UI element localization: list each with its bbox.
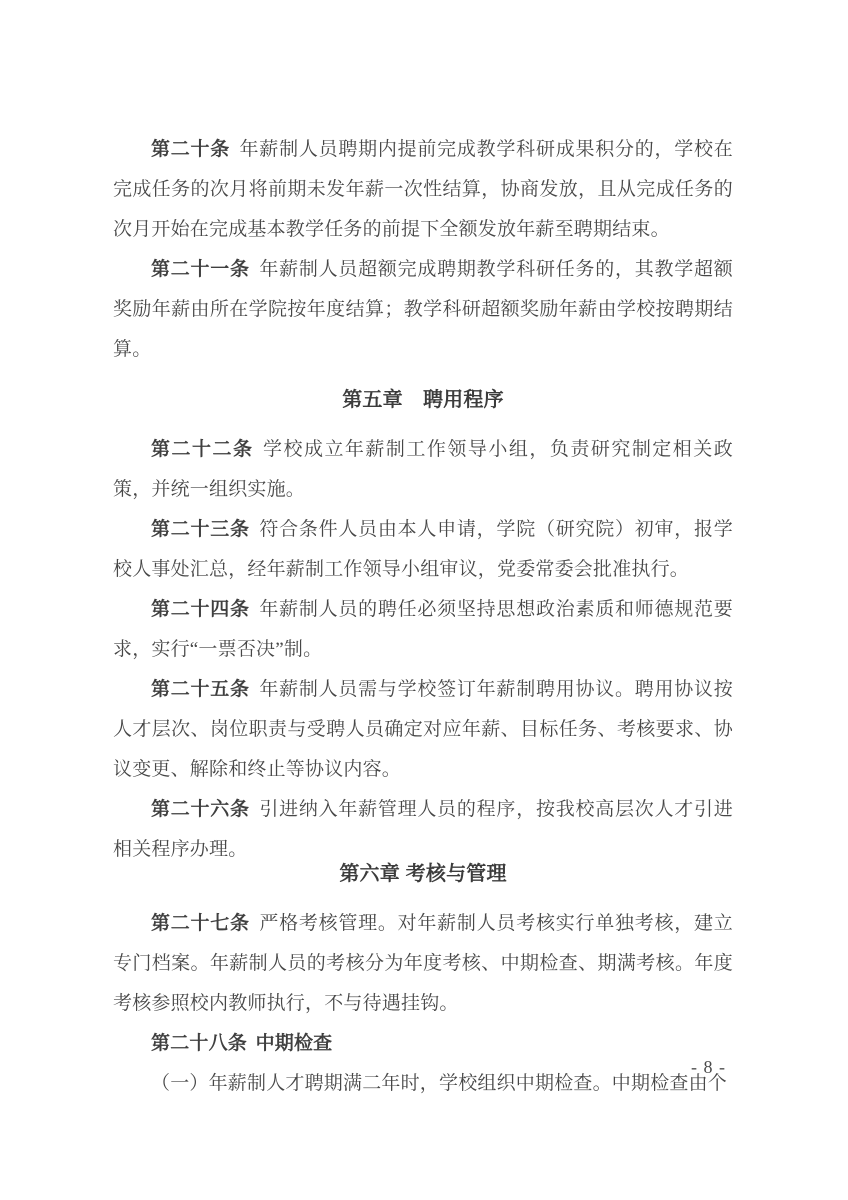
document-content [113,130,733,1104]
article-26-label: 第二十六条 [151,799,250,820]
article-21-label: 第二十一条 [151,259,250,280]
page-number: - 8 - [691,1057,726,1077]
article-23-text: 符合条件人员由本人申请，学院（研究院）初审，报学校人事处汇总，经年薪制工作领导小组审议，党委常委会批准执行。 [113,519,733,580]
article-22 [113,430,733,510]
article-26-text: 引进纳入年薪管理人员的程序，按我校高层次人才引进相关程序办理。 [113,799,733,860]
article-25-label: 第二十五条 [151,679,250,700]
article-28-item-1: （一）年薪制人才聘期满二年时，学校组织中期检查。中期检查由个 [151,1073,728,1094]
chapter-5-heading: 第五章 聘用程序 [342,389,504,411]
chapter-6-heading: 第六章 考核与管理 [339,863,507,885]
article-27-text: 严格考核管理。对年薪制人员考核实行单独考核，建立专门档案。年薪制人员的考核分为年度考核、中期检查、期满考核。年度考核参照校内教师执行，不与待遇挂钩。 [113,913,733,1014]
article-23 [113,510,733,590]
article-24 [113,590,733,670]
article-27 [113,904,733,1024]
article-20-label: 第二十条 [151,139,231,160]
article-25-text: 年薪制人员需与学校签订年薪制聘用协议。聘用协议按人才层次、岗位职责与受聘人员确定对应年薪、目标任务、考核要求、协议变更、解除和终止等协议内容。 [113,679,733,780]
article-28-title: 中期检查 [255,1033,333,1054]
article-23-label: 第二十三条 [151,519,250,540]
article-20 [113,130,733,250]
article-21 [113,250,733,370]
article-28 [113,1024,733,1064]
article-20-text: 年薪制人员聘期内提前完成教学科研成果积分的，学校在完成任务的次月将前期未发年薪一次性结算，协商发放，且从完成任务的次月开始在完成基本教学任务的前提下全额发放年薪至聘期结束。 [113,139,733,240]
article-25 [113,670,733,790]
article-28-label: 第二十八条 [151,1033,248,1054]
article-21-text: 年薪制人员超额完成聘期教学科研任务的，其教学超额奖励年薪由所在学院按年度结算；教学科研超额奖励年薪由学校按聘期结算。 [113,259,733,360]
article-27-label: 第二十七条 [151,913,250,934]
article-24-text: 年薪制人员的聘任必须坚持思想政治素质和师德规范要求，实行“一票否决”制。 [113,599,733,660]
article-22-text: 学校成立年薪制工作领导小组，负责研究制定相关政策，并统一组织实施。 [113,439,733,500]
article-22-label: 第二十二条 [151,439,254,460]
article-24-label: 第二十四条 [151,599,250,620]
